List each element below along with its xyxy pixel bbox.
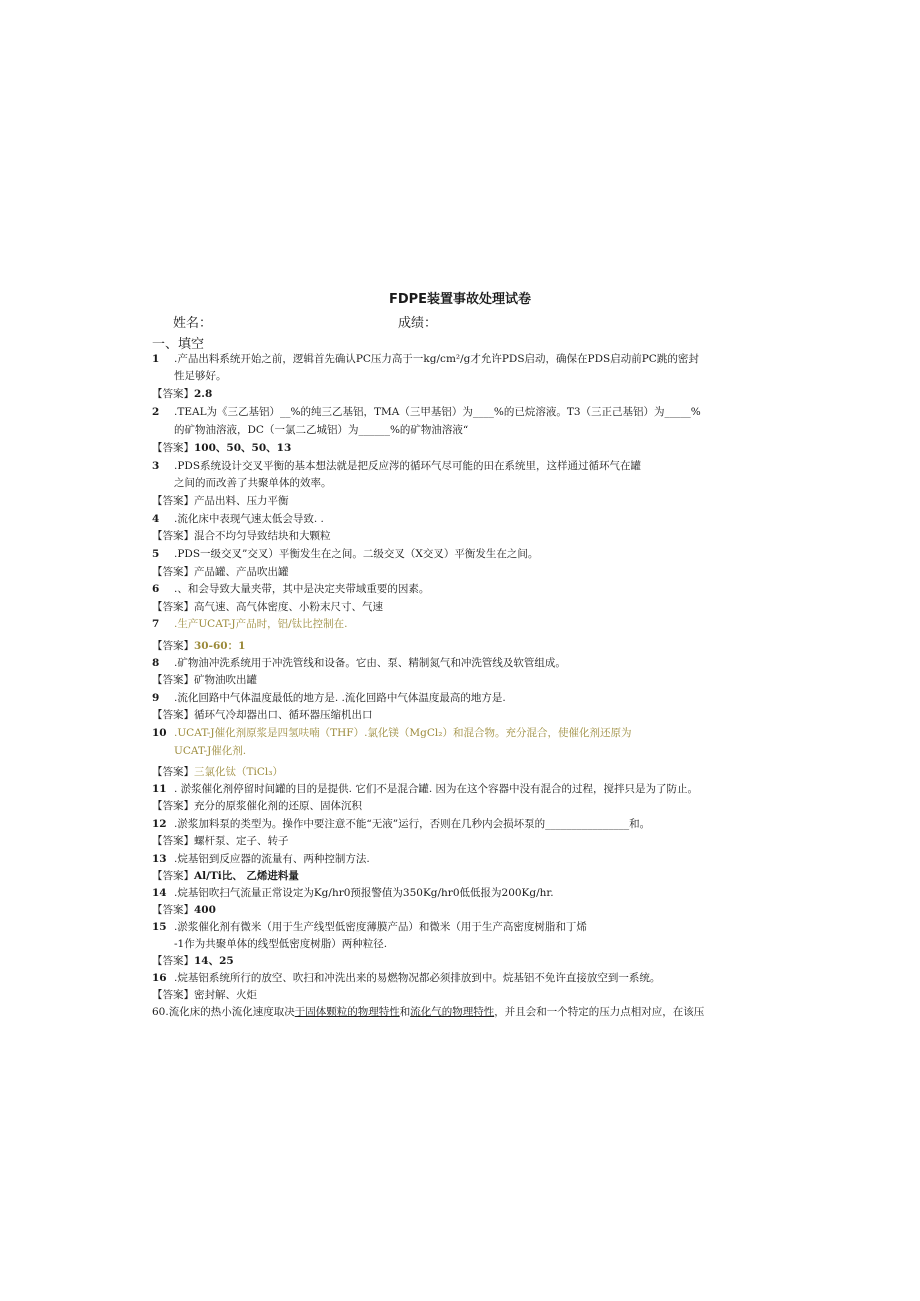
question-5: 5 .PDS一级交叉”交叉）平衡发生在之间。二级交叉（X交叉）平衡发生在之间。 [152,548,539,560]
answer-6: 【答案】高气速、高气体密度、小粉末尺寸、气速 [152,601,383,613]
answer-4: 【答案】混合不均匀导致结块和大颗粒 [152,530,331,542]
answer-5: 【答案】产品罐、产品吹出罐 [152,566,289,578]
answer-7: 【答案】30-60：1 [152,640,246,652]
answer-12: 【答案】螺杆泵、定子、转子 [152,835,289,847]
answer-3: 【答案】产品出料、压力平衡 [152,495,289,507]
question-10-cont: UCAT-J催化剂. [174,745,247,757]
answer-2: 【答案】100、50、50、13 [152,442,292,454]
question-60: 60.流化床的热小流化速度取决于固体颗粒的物理特性和流化气的物理特性，并且会和一个特定的压力点相对应，在该压 [152,1006,705,1018]
question-11: 11 . 淤浆催化剂停留时间罐的目的是提供. 它们不是混合罐. 因为在这个容器中没有混合的过程，搅拌只是为了防止。 [152,783,699,795]
question-1-cont: 性足够好。 [174,370,227,382]
question-3: 3 .PDS系统设计交叉平衡的基本想法就是把反应涔的循环气尽可能的田在系统里，这样通过循环气在罐 [152,460,642,472]
answer-13: 【答案】Al/Ti比、 乙烯进料量 [152,870,299,882]
answer-14: 【答案】400 [152,904,216,916]
score-label: 成绩： [398,316,438,331]
answer-9: 【答案】循环气冷却器出口、循环器压缩机出口 [152,709,373,721]
answer-11: 【答案】充分的原浆催化剂的还原、固体沉积 [152,800,362,812]
answer-1: 【答案】2.8 [152,388,213,400]
question-4: 4 .流化床中表现气速太低会导致. . [152,513,324,525]
question-16: 16 .烷基铝系统所行的放空、吹扫和冲洗出来的易燃物况都必须排放到中。烷基铝不免许直接放空到一系统。 [152,972,661,984]
name-label: 姓名： [173,316,213,331]
question-15-cont: -1作为共聚单体的线型低密度树脂）两种粒径. [174,938,388,950]
answer-16: 【答案】密封解、火炬 [152,989,257,1001]
question-2: 2 .TEAL为《三乙基铝）__%的纯三乙基铝，TMA（三甲基铝）为____%的已烷溶液。T3（三正己基铝）为_____% [152,406,701,418]
question-7: 7 .生产UCAT-J产品时，铝/钛比控制在. [152,618,348,630]
question-2-cont: 的矿物油溶液，DC（一氯二乙城铝）为______%的矿物油溶液“ [174,424,469,436]
page-title: FDPE装置事故处理试卷 [388,292,532,307]
question-8: 8 .矿物油冲洗系统用于冲洗管线和设备。它由、泵、精制氮气和冲洗管线及软管组成。 [152,657,566,669]
question-12: 12 .淤浆加料泵的类型为。操作中要注意不能“无液”运行，否则在几秒内会损坏泵的________________和。 [152,818,651,830]
question-14: 14 .烷基铝吹扫气流量正常设定为Kg/hr0预报警值为350Kg/hr0低低报为200Kg/hr. [152,887,554,899]
question-10: 10 .UCAT-J催化剂原浆是四氢呋喃（THF）.氯化镁（MgCl₂）和混合物。充分混合，使催化剂还原为 [152,727,632,739]
question-1: 1 .产品出料系统开始之前，逻辑首先确认PC压力高于一kg/cm²/g才允许PDS启动，确保在PDS启动前PC跳的密封 [152,353,699,365]
question-9: 9 .流化回路中气体温度最低的地方是. .流化回路中气体温度最高的地方是. [152,692,506,704]
answer-10: 【答案】三氯化钛（TiCl₃） [152,766,283,778]
answer-15: 【答案】14、25 [152,955,234,967]
section-heading: 一、填空 [152,337,205,352]
answer-8: 【答案】矿物油吹出罐 [152,674,257,686]
question-13: 13 .烷基铝到反应器的流量有、两种控制方法. [152,853,370,865]
question-15: 15 .淤浆催化剂有微米（用于生产线型低密度薄膜产品）和微米（用于生产高密度树脂和丁烯 [152,921,587,933]
question-6: 6 .、和会导致大量夹带，其中是决定夹带域重要的因素。 [152,583,430,595]
question-3-cont: 之间的而改善了共聚单体的效率。 [174,477,332,489]
